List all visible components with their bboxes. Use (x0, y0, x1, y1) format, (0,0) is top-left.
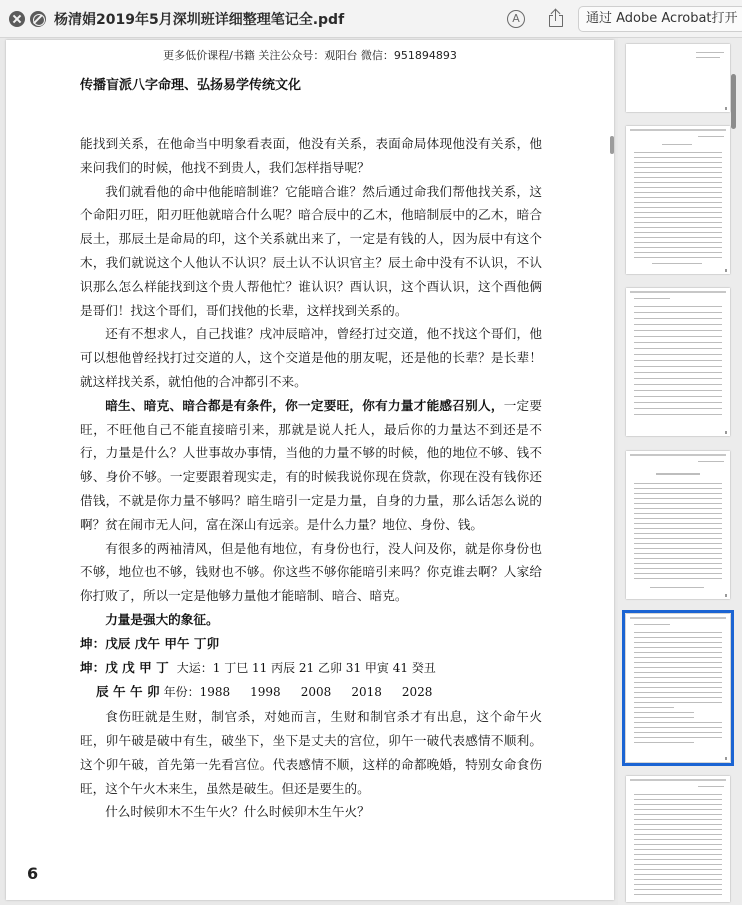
close-icon[interactable] (9, 11, 25, 27)
paragraph: 我们就看他的命中他能暗制谁？它能暗合谁？然后通过命我们帮他找关系，这个命阳刃旺，阳刃旺他就暗合什么呢？暗合辰中的乙木，他暗制辰中的乙木，暗合辰土，那辰土是命局的印，这个关系就出来了，一定是有钱的人，因为辰中有这个木，我们就说这个人他认不认识？辰土认不认识官主？辰土命中没有不认识，不认识那么怎么样能找到这个贵人帮他忙？谁认识？酉认识，这个酉认识，这个酉他俩是哥们！找这个哥们，哥们找他的长辈，这样找到关系的。 (80, 183, 542, 318)
document-title: 杨清娟2019年5月深圳班详细整理笔记全.pdf (54, 12, 345, 28)
page-scrollbar[interactable] (610, 136, 614, 154)
page-thumbnail[interactable] (626, 776, 730, 902)
page-thumbnail-current[interactable] (626, 614, 730, 762)
year-value: 2028 (401, 685, 433, 700)
kun-line: 坤：戊辰 戊午 甲午 丁卯 (80, 635, 220, 651)
pillar-label: 坤： (80, 659, 106, 675)
year-value: 1998 (250, 685, 281, 700)
page-thumbnail[interactable] (626, 288, 730, 436)
paragraph-rest: 一定要旺，不旺他自己不能直接暗引来，那就是说人托人，最后你的力量达不到还是不行，力量是什么？人世事故办事情，当他的力量不够的时候，他的地位不够、钱不够、身价不够。一定要跟着现实走，有的时候我说你现在贷款，你现在没有钱你还借钱，不就是你力量不够吗？暗生暗引一定是力量，自身的力量，那么话怎么说的啊？贫在闹市无人问，富在深山有远亲。是什么力量？地位、身份、钱。 (80, 397, 543, 532)
year-value: 2008 (300, 685, 332, 700)
open-with-acrobat-button[interactable]: 通过 Adobe Acrobat打开 (578, 6, 742, 32)
bold-lead: 暗生、暗克、暗合都是有条件，你一定要旺，你有力量才能感召别人， (105, 397, 504, 413)
page-thumbnail[interactable] (626, 126, 730, 274)
paragraph: 食伤旺就是生财，制官杀，对她而言，生财和制官杀才有出息，这个命午火旺，卯午破是破中有生，破坐下，坐下是丈夫的宫位，卯午一破代表感情不顺利。这个卯午破，首先第一先看宫位。代表感情不顺，这样的命都晚婚，特别女命食伤旺，这个午火木来生，虽然是破生。但还是要生的。 (80, 709, 542, 796)
page-thumbnail[interactable] (626, 451, 730, 599)
page-thumbnail[interactable] (626, 44, 730, 112)
paragraph: 什么时候卯木不生午火？什么时候卯木生午火？ (105, 804, 370, 820)
paragraph: 能找到关系，在他命当中明象看表面，他没有关系，表面命局体现他没有关系，他来问我们的时候，他找不到贵人，我们怎样指导呢？ (80, 136, 542, 175)
year-value: 1988 (199, 685, 231, 700)
paragraph (80, 394, 542, 537)
share-icon[interactable] (549, 9, 563, 27)
bold-line: 力量是强大的象征。 (105, 611, 219, 627)
pillar-chars-1: 戊 戊 甲 丁 (105, 659, 169, 675)
pillar-chars-2: 辰 午 午 卯 (96, 684, 160, 700)
year-value: 2018 (351, 685, 382, 700)
markup-icon[interactable]: A (507, 10, 525, 28)
page-header-line: 更多低价课程/书籍 关注公众号：观阳台 微信：951894893 (163, 49, 457, 62)
document-page (6, 40, 614, 900)
title-bar (0, 0, 742, 38)
paragraph: 还有不想求人，自己找谁？戌冲辰暗冲，曾经打过交道，他不找这个哥们，他可以想他曾经找打过交道的人，这个交道是他的朋友呢，还是他的长辈？是长辈！就这样找关系，就怕他的合冲都引不来。 (80, 326, 542, 389)
pillar-row-1 (80, 656, 542, 681)
rotate-icon[interactable] (30, 11, 46, 27)
dayun-label: 大运： (176, 660, 213, 675)
paragraph: 有很多的两袖清风，但是他有地位，有身份也行，没人问及你，就是你身份也不够，地位也不够，钱财也不够。你这些不够你能暗引来吗？你克谁去啊？人家给你打败了，所以一定是他够力量他才能暗制、暗合、暗克。 (80, 540, 542, 604)
pillar-row-2 (80, 680, 542, 705)
page-body (80, 132, 542, 824)
dayun-values: 1 丁巳 11 丙辰 21 乙卯 31 甲寅 41 癸丑 (212, 660, 436, 675)
page-heading: 传播盲派八字命理、弘扬易学传统文化 (80, 78, 302, 93)
sidebar-scrollbar[interactable] (731, 74, 736, 129)
page-number: 6 (27, 864, 39, 883)
year-label: 年份： (163, 685, 200, 700)
